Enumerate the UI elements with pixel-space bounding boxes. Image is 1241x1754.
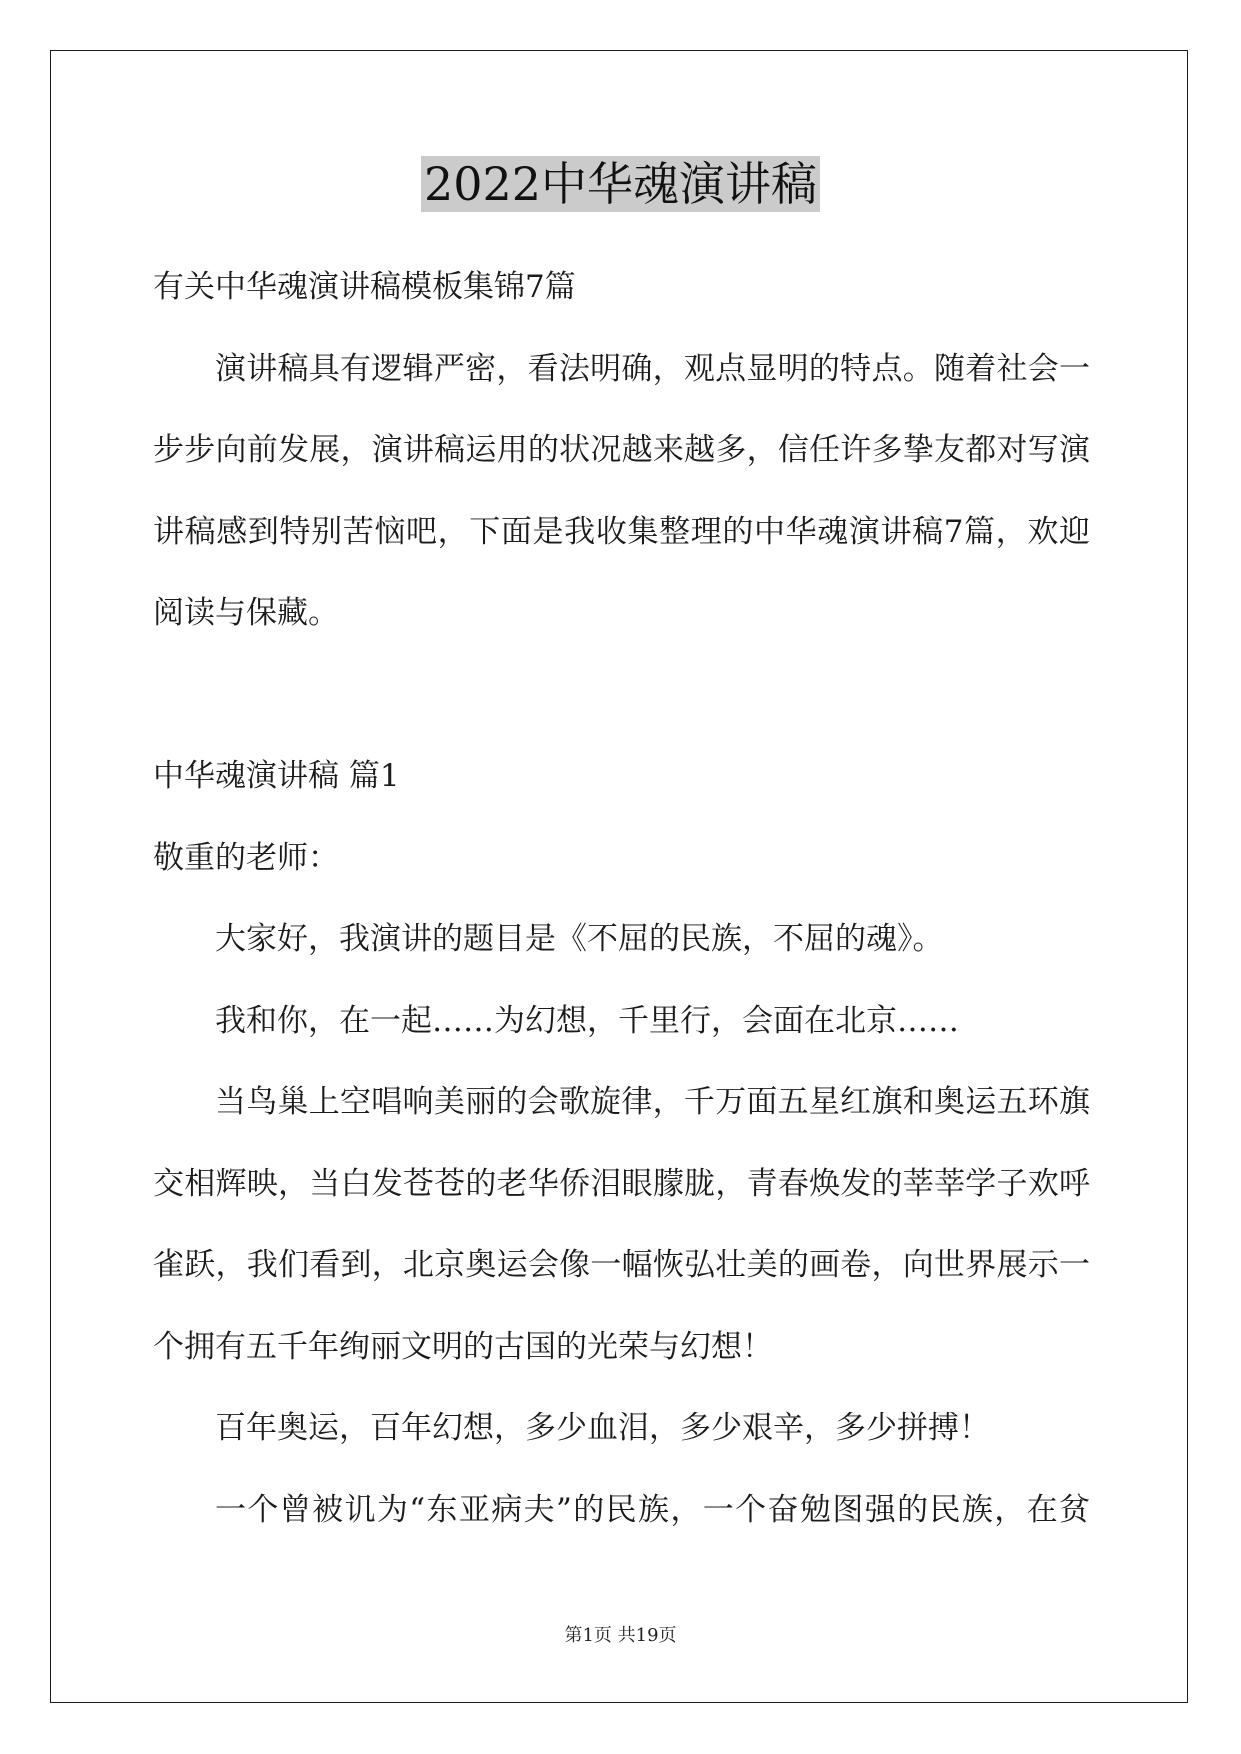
salutation: 敬重的老师：: [153, 839, 339, 876]
speech-line: 个拥有五千年绚丽文明的古国的光荣与幻想！: [153, 1328, 773, 1365]
document-body: [153, 247, 1090, 1551]
speech-paragraph: [153, 1062, 1090, 1388]
intro-line: 演讲稿具有逻辑严密，看法明确，观点显明的特点。随着社会一: [215, 350, 1090, 387]
speech-line: 雀跃，我们看到，北京奥运会像一幅恢弘壮美的画卷，向世界展示一: [153, 1247, 1090, 1283]
section-heading: 中华魂演讲稿 篇1: [153, 758, 400, 794]
intro-line: 讲稿感到特别苦恼吧，下面是我收集整理的中华魂演讲稿7篇，欢迎: [153, 513, 1090, 550]
speech-line: 我和你，在一起……为幻想，千里行，会面在北京……: [215, 1002, 959, 1039]
speech-line: 一个曾被讥为“东亚病夫”的民族，一个奋勉图强的民族，在贫: [215, 1491, 1090, 1528]
speech-paragraph: [153, 1388, 1090, 1470]
intro-line: 阅读与保藏。: [153, 595, 339, 631]
speech-line: 当鸟巢上空唱响美丽的会歌旋律，千万面五星红旗和奥运五环旗: [215, 1084, 1090, 1120]
speech-line: 大家好，我演讲的题目是《不屈的民族，不屈的魂》。: [215, 921, 944, 957]
intro-line: 步步向前发展，演讲稿运用的状况越来越多，信任许多挚友都对写演: [153, 432, 1090, 468]
speech-line: 百年奥运，百年幻想，多少血泪，多少艰辛，多少拼搏！: [215, 1410, 990, 1446]
document-subtitle: 有关中华魂演讲稿模板集锦7篇: [153, 269, 576, 305]
speech-line: 交相辉映，当白发苍苍的老华侨泪眼朦胧，青春焕发的莘莘学子欢呼: [153, 1165, 1090, 1202]
document-title: 2022中华魂演讲稿: [421, 156, 820, 212]
speech-paragraph: [153, 981, 1090, 1063]
speech-paragraph: [153, 899, 1090, 981]
speech-paragraph: [153, 1470, 1090, 1552]
title-container: [0, 156, 1241, 212]
intro-paragraph: [153, 329, 1090, 655]
page-number-footer: 第1页 共19页: [564, 1625, 677, 1646]
